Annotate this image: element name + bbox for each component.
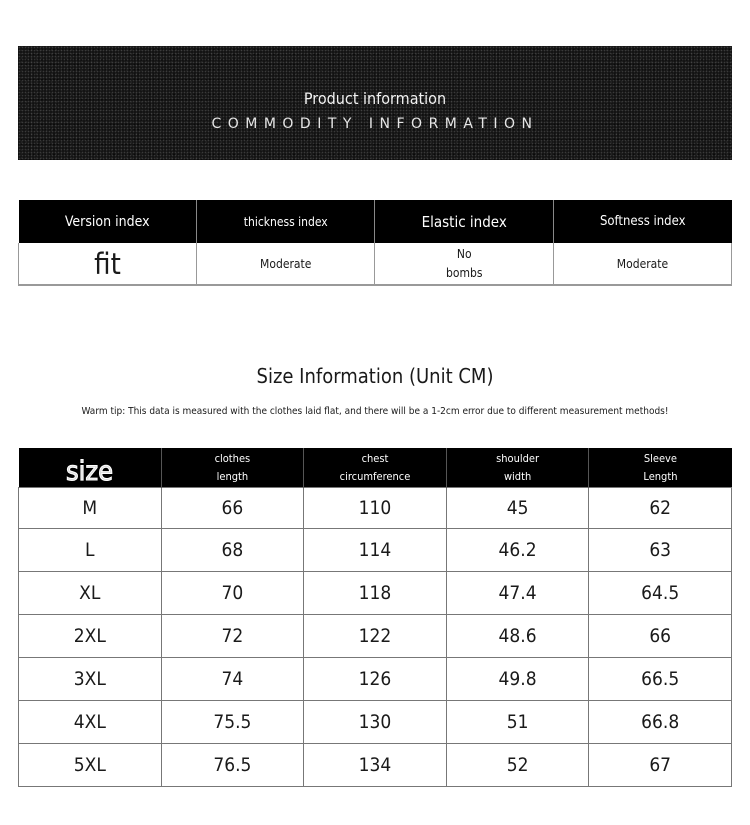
size-cell-size: 5XL: [19, 744, 162, 787]
size-section-title: Size Information (Unit CM): [256, 364, 494, 388]
size-cell-sleeve: 62: [589, 488, 732, 529]
table-row: [19, 572, 732, 615]
index-value-version: fit: [19, 243, 197, 285]
size-cell-size: 3XL: [19, 658, 162, 701]
size-cell-sleeve: 66.5: [589, 658, 732, 701]
size-cell-chest: 126: [304, 658, 447, 701]
index-table: [18, 200, 732, 286]
size-cell-sleeve: 66: [589, 615, 732, 658]
size-cell-shoulder: 51: [446, 701, 589, 744]
size-cell-chest: 118: [304, 572, 447, 615]
table-row: [19, 658, 732, 701]
index-header-row: [19, 200, 732, 243]
size-header-row: [19, 448, 732, 488]
size-cell-chest: 130: [304, 701, 447, 744]
size-cell-size: 4XL: [19, 701, 162, 744]
size-cell-length: 68: [161, 529, 304, 572]
product-info-banner: [18, 46, 732, 160]
banner-subtitle: COMMODITY INFORMATION: [211, 116, 539, 132]
size-cell-shoulder: 48.6: [446, 615, 589, 658]
size-cell-sleeve: 67: [589, 744, 732, 787]
index-value-elastic: No bombs: [375, 243, 553, 285]
size-cell-length: 75.5: [161, 701, 304, 744]
size-cell-length: 76.5: [161, 744, 304, 787]
size-cell-shoulder: 45: [446, 488, 589, 529]
size-cell-size: M: [19, 488, 162, 529]
size-cell-shoulder: 52: [446, 744, 589, 787]
index-header-elastic: Elastic index: [375, 200, 553, 243]
size-header-sleeve: Sleeve Length: [589, 448, 732, 488]
table-row: [19, 701, 732, 744]
size-cell-length: 72: [161, 615, 304, 658]
size-header-size: size: [19, 448, 162, 488]
banner-title: Product information: [303, 89, 447, 108]
size-cell-chest: 110: [304, 488, 447, 529]
size-cell-size: 2XL: [19, 615, 162, 658]
index-value-softness: Moderate: [553, 243, 731, 285]
size-cell-size: L: [19, 529, 162, 572]
size-cell-length: 74: [161, 658, 304, 701]
size-cell-sleeve: 64.5: [589, 572, 732, 615]
index-header-thickness: thickness index: [196, 200, 375, 243]
table-row: [19, 529, 732, 572]
size-cell-sleeve: 66.8: [589, 701, 732, 744]
size-cell-shoulder: 47.4: [446, 572, 589, 615]
table-row: [19, 615, 732, 658]
size-table: [18, 448, 732, 787]
table-row: [19, 488, 732, 529]
size-cell-shoulder: 49.8: [446, 658, 589, 701]
size-header-shoulder: shoulder width: [446, 448, 589, 488]
index-header-softness: Softness index: [553, 200, 731, 243]
index-header-version: Version index: [19, 200, 197, 243]
warm-tip: Warm tip: This data is measured with the clothes laid flat, and there will be a 1-2cm error due to different measurement methods!: [81, 406, 669, 417]
size-header-chest: chest circumference: [304, 448, 447, 488]
table-row: [19, 744, 732, 787]
size-cell-chest: 114: [304, 529, 447, 572]
size-cell-size: XL: [19, 572, 162, 615]
size-cell-chest: 134: [304, 744, 447, 787]
size-cell-length: 70: [161, 572, 304, 615]
size-table-body: [19, 488, 732, 787]
size-cell-chest: 122: [304, 615, 447, 658]
size-cell-length: 66: [161, 488, 304, 529]
size-header-length: clothes length: [161, 448, 304, 488]
size-cell-shoulder: 46.2: [446, 529, 589, 572]
size-cell-sleeve: 63: [589, 529, 732, 572]
index-value-thickness: Moderate: [196, 243, 375, 285]
index-values-row: [19, 243, 732, 285]
